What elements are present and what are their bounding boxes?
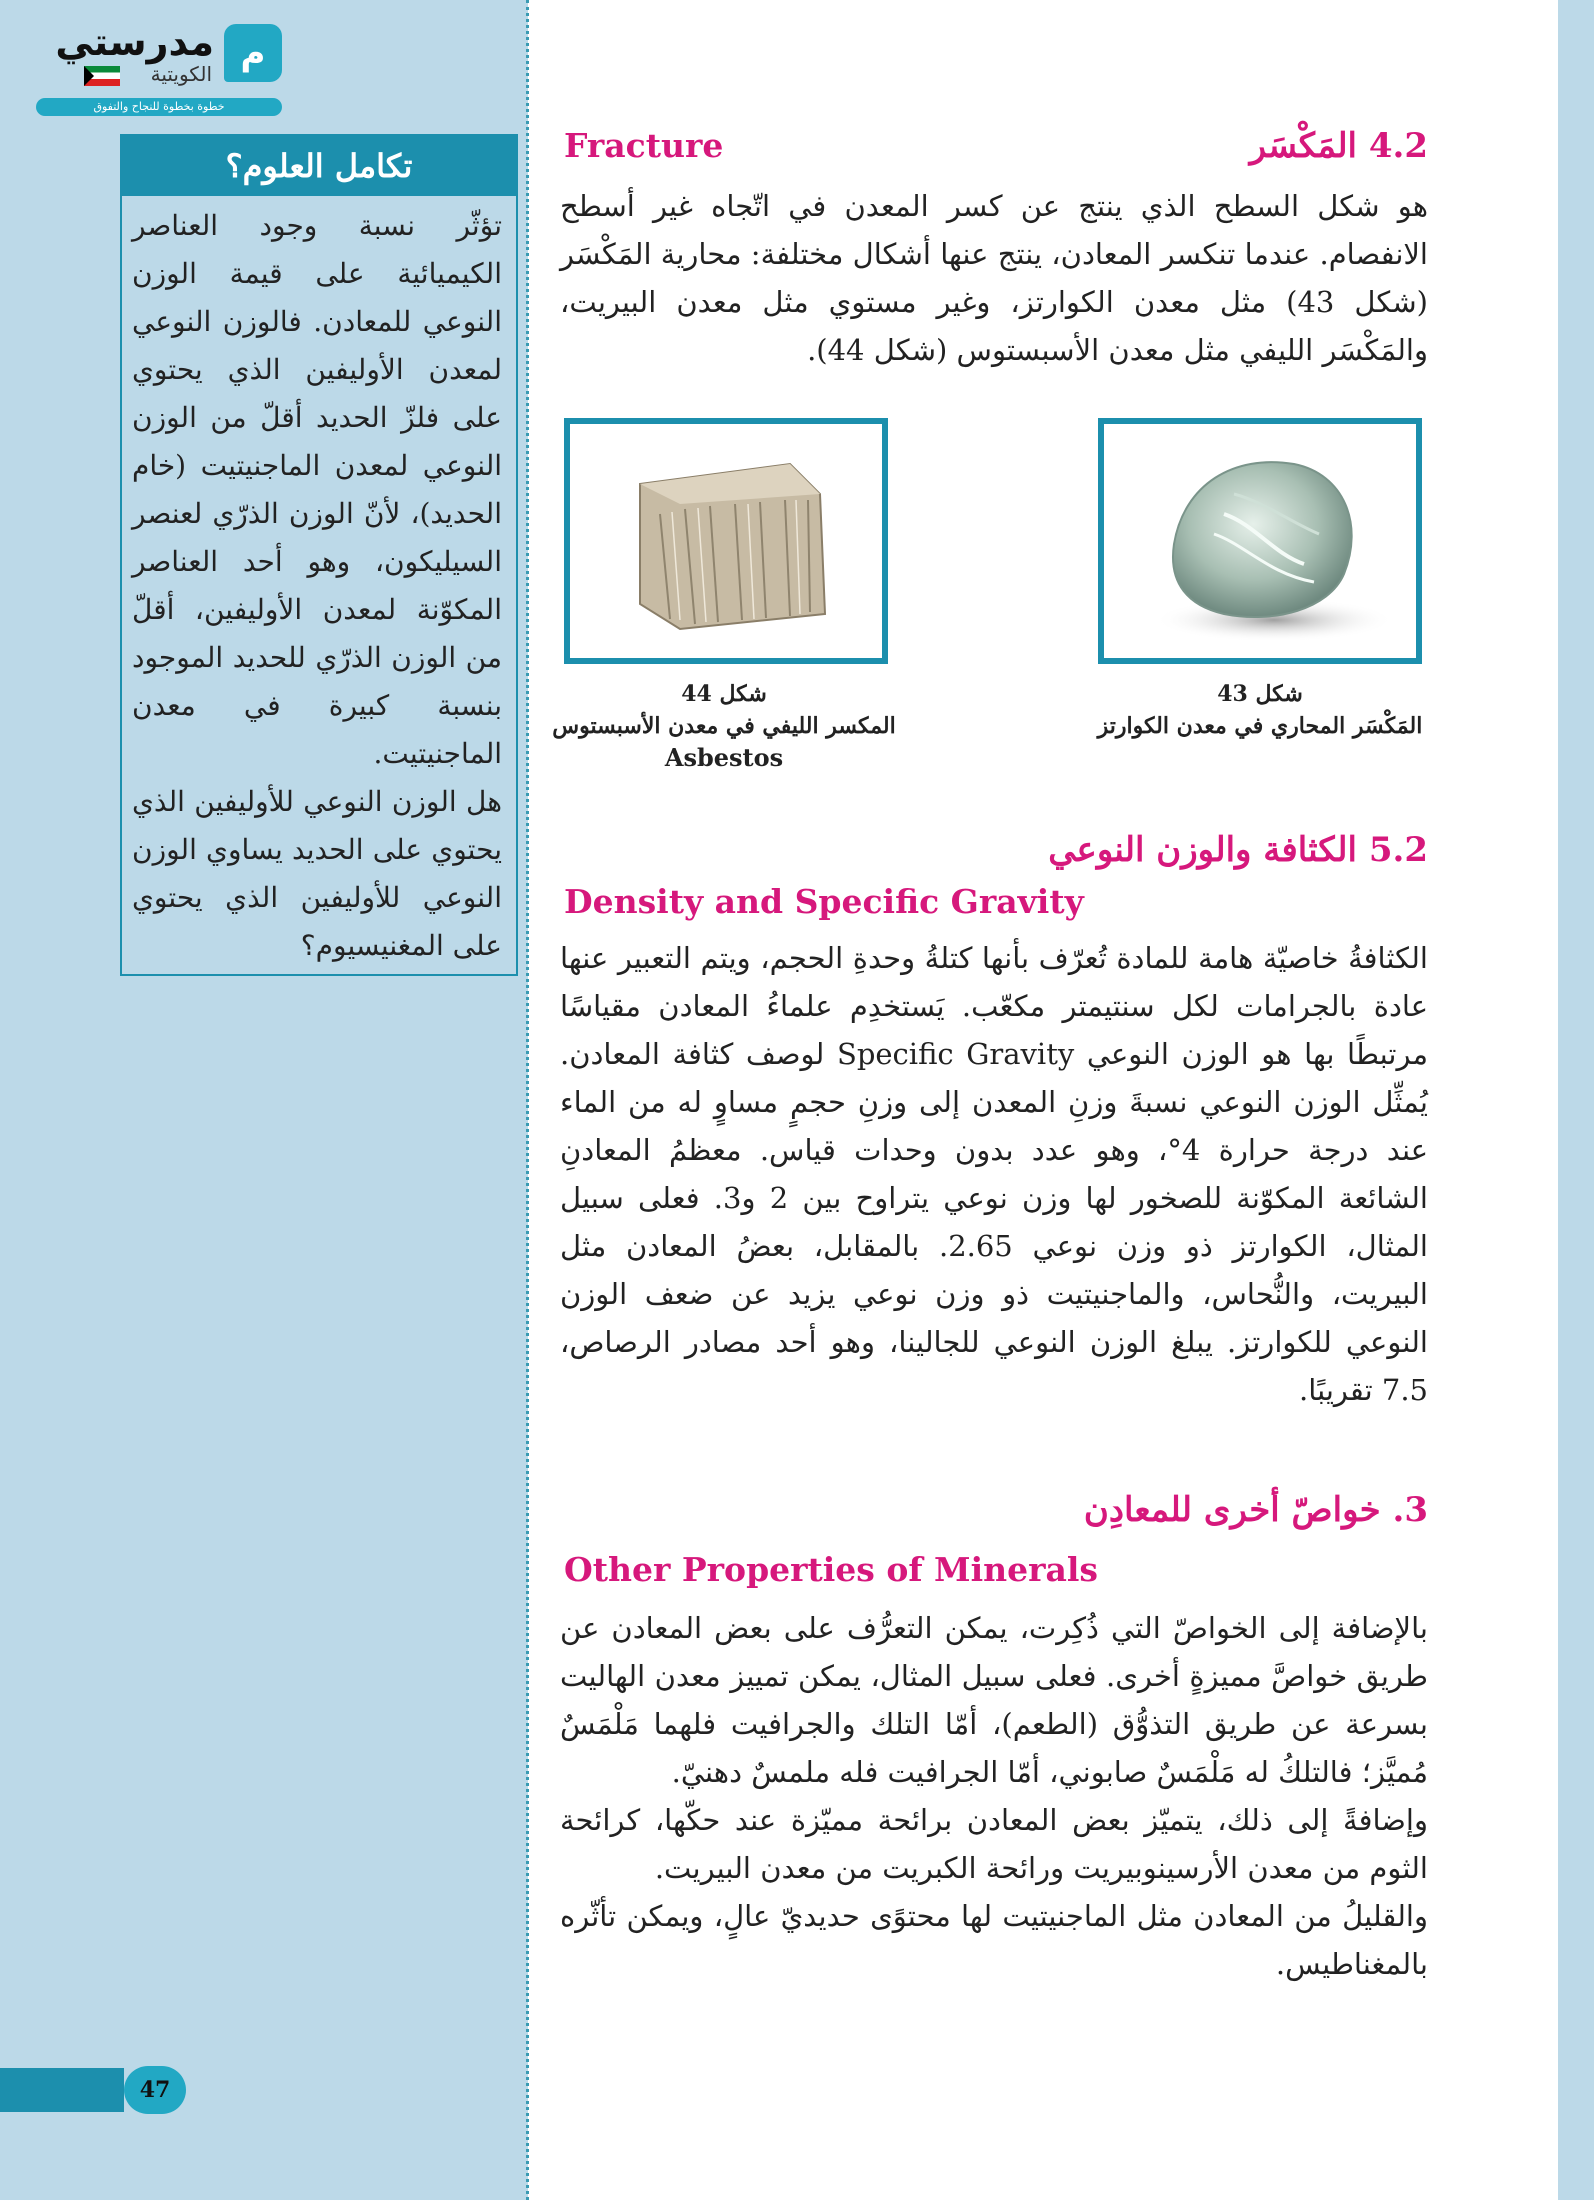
dotted-divider: [526, 0, 529, 2200]
other-text-3: والقليلُ من المعادن مثل الماجنيتيت لها محتوًى حديديّ عالٍ، ويمكن تأثّره بالمغناطيس.: [560, 1899, 1428, 1981]
page-number: 47: [124, 2066, 186, 2114]
figure-44-caption-text: المكسر الليفي في معدن الأسبستوس: [552, 713, 896, 739]
madrasati-logo: [36, 20, 282, 122]
figure-44-number: شكل 44: [681, 681, 767, 707]
density-heading-ar: [560, 830, 1428, 880]
sidebox-body: [122, 196, 516, 970]
figure-43-caption: [1080, 678, 1440, 742]
quartz-image: [1104, 424, 1416, 658]
density-title-en: Density and Specific Gravity: [564, 882, 1084, 921]
fracture-paragraph: [560, 182, 1428, 374]
sidebox-title: تكامل العلوم؟: [122, 136, 516, 196]
other-title-en: Other Properties of Minerals: [564, 1550, 1098, 1589]
sidebox-question: هل الوزن النوعي للأوليفين الذي يحتوي على الحديد يساوي الوزن النوعي للأوليفين الذي يحتوي على المغنيسيوم؟: [132, 785, 502, 962]
logo-name: مدرستي: [55, 20, 214, 64]
fracture-title-en: Fracture: [564, 126, 724, 165]
sidebox-paragraph: تؤثّر نسبة وجود العناصر الكيميائية على قيمة الوزن النوعي للمعادن. فالوزن النوعي لمعدن الأوليفين الذي يحتوي على فلزّ الحديد أقلّ من الوزن النوعي لمعدن الماجنيتيت (خام الحديد)، لأنّ الوزن الذرّي لعنصر السيليكون، وهو أحد العناصر المكوّنة لمعدن الأوليفين، أقلّ من الوزن الذرّي للحديد الموجود بنسبة كبيرة في معدن الماجنيتيت.: [132, 209, 502, 770]
logo-badge-icon: م: [224, 24, 282, 82]
right-margin-strip: [1558, 0, 1594, 2200]
density-paragraph: [560, 934, 1428, 1414]
other-heading-ar: [560, 1490, 1428, 1540]
science-integration-box: [120, 134, 518, 976]
other-paragraph: [560, 1604, 1428, 1988]
fracture-text: هو شكل السطح الذي ينتج عن كسر المعدن في اتّجاه غير أسطح الانفصام. عندما تنكسر المعادن، ينتج عنها أشكال مختلفة: محارية المَكْسَر (شكل 43) مثل معدن الكوارتز، وغير مستوي مثل معدن البيريت، والمَكْسَر الليفي مثل معدن الأسبستوس (شكل 44).: [560, 189, 1428, 367]
other-text-2: وإضافةً إلى ذلك، يتميّز بعض المعادن برائحة مميّزة عند حكّها، كرائحة الثوم من معدن الأرسينوبيريت ورائحة الكبريت من معدن البيريت.: [560, 1803, 1428, 1885]
density-text: الكثافةُ خاصيّة هامة للمادة تُعرّف بأنها كتلةُ وحدةِ الحجم، ويتم التعبير عنها عادة بالجرامات لكل سنتيمتر مكعّب. يَستخدِم علماءُ المعادن مقياسًا مرتبطًا بها هو الوزن النوعي Specific Gravity لوصف كثافة المعادن. يُمثِّل الوزن النوعي نسبةَ وزنِ المعدن إلى وزنِ حجمٍ مساوٍ له من الماء عند درجة حرارة 4°، وهو عدد بدون وحدات قياس. معظمُ المعادنِ الشائعة المكوّنة للصخور لها وزن نوعي يتراوح بين 2 و3. فعلى سبيل المثال، الكوارتز ذو وزن نوعي 2.65. بالمقابل، بعضُ المعادن مثل البيريت، والنُّحاس، والماجنيتيت ذو وزن نوعي يزيد عن ضعف الوزن النوعي للكوارتز. يبلغ الوزن النوعي للجالينا، وهو أحد مصادر الرصاص، 7.5 تقريبًا.: [560, 941, 1428, 1407]
figure-43-caption-text: المَكْسَر المحاري في معدن الكوارتز: [1097, 713, 1423, 739]
figure-43-quartz-image: [1098, 418, 1422, 664]
other-heading-en: [560, 1550, 1428, 1600]
kuwait-flag-icon: [84, 66, 120, 86]
figure-44-caption: [540, 678, 908, 774]
logo-tagline: خطوة بخطوة للنجاح والتفوق: [36, 98, 282, 116]
asbestos-image: [570, 424, 882, 658]
figure-44-caption-en: Asbestos: [664, 743, 784, 772]
logo-subtitle: الكويتية: [150, 62, 212, 86]
fracture-heading: [560, 126, 1428, 176]
fracture-title-ar: 4.2 المَكْسَر: [1249, 126, 1428, 166]
other-title-ar: 3. خواصّ أخرى للمعادِن: [1083, 1490, 1428, 1530]
figure-43-number: شكل 43: [1217, 681, 1303, 707]
other-text-1: بالإضافة إلى الخواصّ التي ذُكِرت، يمكن التعرُّف على بعض المعادن عن طريق خواصَّ مميزةٍ أخرى. فعلى سبيل المثال، يمكن تمييز معدن الهاليت بسرعة عن طريق التذوُّق (الطعم)، أمّا التلك والجرافيت فلهما مَلْمَسٌ مُميَّز؛ فالتلكُ له مَلْمَسٌ صابوني، أمّا الجرافيت فله ملمسٌ دهنيّ.: [560, 1611, 1428, 1789]
page-number-bar: [0, 2068, 124, 2112]
density-title-ar: 5.2 الكثافة والوزن النوعي: [1048, 830, 1428, 870]
density-heading-en: [560, 882, 1428, 932]
figure-44-asbestos-image: [564, 418, 888, 664]
